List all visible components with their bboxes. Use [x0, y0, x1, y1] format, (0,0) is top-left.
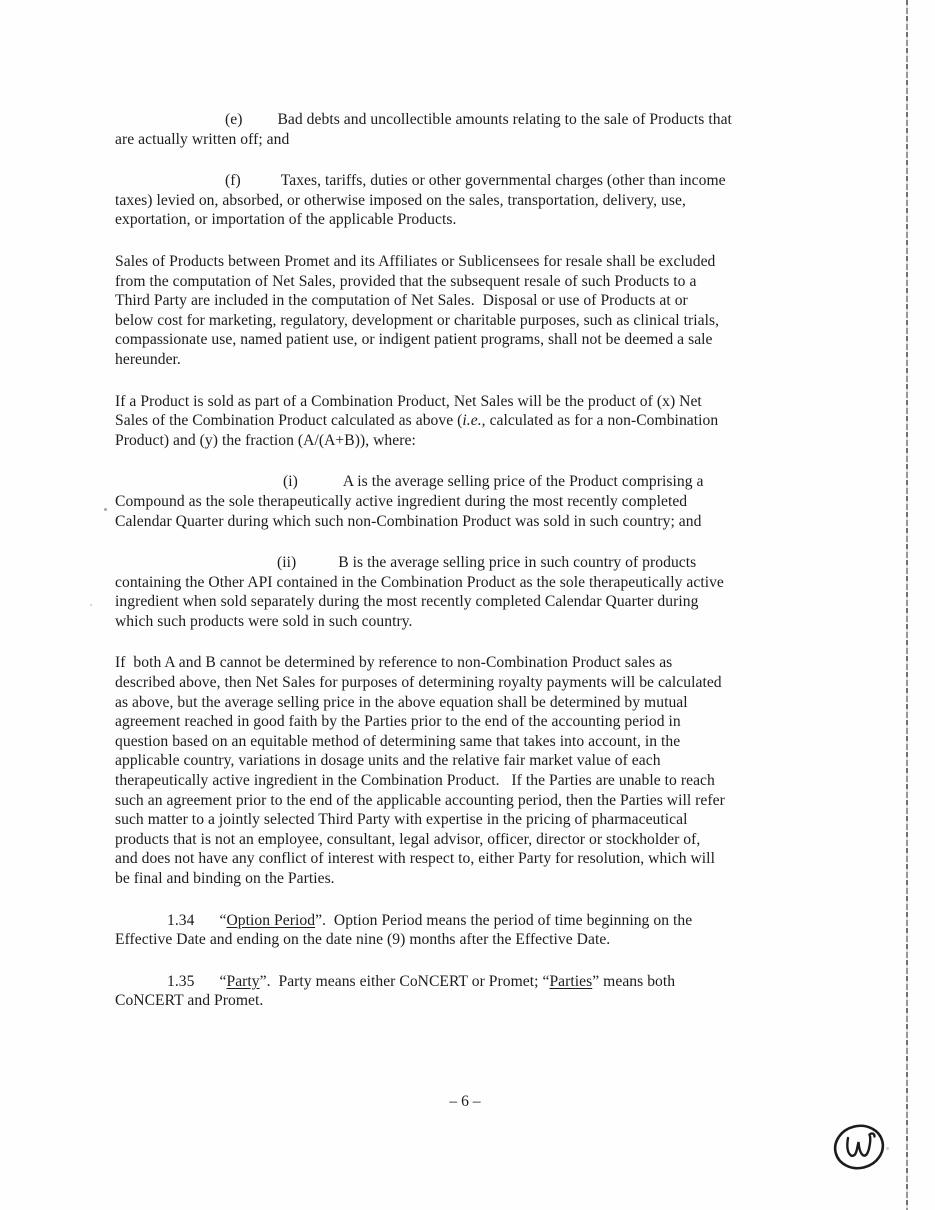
scan-speck — [886, 1147, 889, 1150]
text-run: such matter to a jointly selected Third Party with expertise in the pricing of pharmaceutical — [115, 811, 688, 829]
text-run: 1.35 — [167, 972, 195, 990]
text-run: ”. Party means either CoNCERT or Promet; “ — [259, 972, 550, 990]
text-run: be final and binding on the Parties. — [115, 870, 335, 887]
defined-term: Party — [226, 972, 260, 990]
text-run: and does not have any conflict of interest with respect to, either Party for resolution, which will — [115, 850, 715, 868]
text-run: hereunder. — [115, 350, 181, 368]
text-run: products that is not an employee, consultant, legal advisor, officer, director or stockholder of, — [115, 830, 701, 848]
section-1-35-party — [115, 972, 831, 1011]
text-run: Product) and (y) the fraction (A/(A+B)), where: — [115, 431, 416, 449]
text-run: containing the Other API contained in the Combination Product as the sole therapeutically active — [115, 573, 724, 591]
text-run: ”. Option Period means the period of time beginning on the — [315, 911, 693, 929]
text-run: If a Product is sold as part of a Combination Product, Net Sales will be the product of (x) Net — [115, 392, 702, 410]
text-run: exportation, or importation of the applicable Products. — [115, 211, 457, 229]
scan-speck — [90, 604, 92, 606]
text-run: ” means both — [592, 972, 676, 990]
clause-i — [115, 472, 831, 531]
para-sales-exclusions — [115, 252, 831, 370]
text-run: (e) — [225, 111, 243, 128]
para-combination-product — [115, 392, 831, 451]
text-run: 1.34 — [167, 911, 195, 929]
scan-line-artifact — [906, 0, 908, 1210]
text-run: below cost for marketing, regulatory, development or charitable purposes, such as clinical trials, — [115, 311, 720, 329]
text-run: are actually written off; and — [115, 130, 290, 148]
text-run: Sales of Products between Promet and its Affiliates or Sublicensees for resale shall be excluded — [115, 252, 716, 270]
text-run: (ii) — [277, 554, 297, 572]
text-run: , calculated as for a non-Combination — [481, 412, 719, 430]
defined-term: Parties — [549, 972, 593, 990]
text-run: Bad debts and uncollectible amounts relating to the sale of Products that — [277, 111, 732, 128]
para-ab-determination — [115, 653, 831, 888]
text-run: “ — [219, 972, 227, 990]
page-number: – 6 – — [449, 1093, 481, 1110]
text-run: described above, then Net Sales for purposes of determining royalty payments will be calculated — [115, 674, 722, 692]
text-run: compassionate use, named patient use, or indigent patient programs, shall not be deemed a sale — [115, 331, 713, 349]
text-run: Calendar Quarter during which such non-Combination Product was sold in such country; and — [115, 512, 702, 530]
text-run: “ — [219, 911, 227, 929]
clause-f — [115, 171, 831, 230]
text-run: ingredient when sold separately during the most recently completed Calendar Quarter during — [115, 593, 699, 611]
circled-initial-icon — [828, 1116, 892, 1178]
text-run: Sales of the Combination Product calculated as above ( — [115, 412, 463, 430]
text-run: B is the average selling price in such country of products — [338, 554, 697, 572]
text-run: question based on an equitable method of determining same that takes into account, in the — [115, 732, 681, 750]
text-run: as above, but the average selling price in the above equation shall be determined by mutual — [115, 693, 688, 711]
text-run: from the computation of Net Sales, provided that the subsequent resale of such Products to a — [115, 272, 697, 290]
text-run: Effective Date and ending on the date nine (9) months after the Effective Date. — [115, 931, 611, 949]
clause-e — [115, 110, 831, 149]
text-run: Compound as the sole therapeutically active ingredient during the most recently completed — [115, 492, 688, 510]
text-run: taxes) levied on, absorbed, or otherwise imposed on the sales, transportation, delivery, use, — [115, 191, 686, 209]
text-run: i.e. — [462, 412, 482, 430]
text-run: Taxes, tariffs, duties or other governmental charges (other than income — [280, 172, 726, 190]
text-run: (f) — [225, 172, 241, 190]
text-run: which such products were sold in such country. — [115, 612, 413, 630]
text-run: If both A and B cannot be determined by reference to non-Combination Product sales as — [115, 654, 673, 672]
text-run: Third Party are included in the computation of Net Sales. Disposal or use of Products at or — [115, 292, 688, 310]
text-run: such an agreement prior to the end of the applicable accounting period, then the Parties will refer — [115, 791, 725, 809]
section-1-34-option-period — [115, 911, 831, 950]
text-run: agreement reached in good faith by the Parties prior to the end of the accounting period in — [115, 713, 681, 731]
document-body — [115, 110, 831, 1033]
text-run: applicable country, variations in dosage units and the relative fair market value of each — [115, 752, 661, 770]
text-run: A is the average selling price of the Product comprising a — [342, 473, 704, 491]
text-run: (i) — [283, 473, 298, 491]
scan-speck — [104, 508, 107, 511]
handwritten-circled-initial — [828, 1116, 892, 1178]
text-run: therapeutically active ingredient in the Combination Product. If the Parties are unable to reach — [115, 772, 715, 790]
text-run: CoNCERT and Promet. — [115, 992, 264, 1010]
clause-ii — [115, 553, 831, 631]
defined-term: Option Period — [226, 911, 316, 929]
